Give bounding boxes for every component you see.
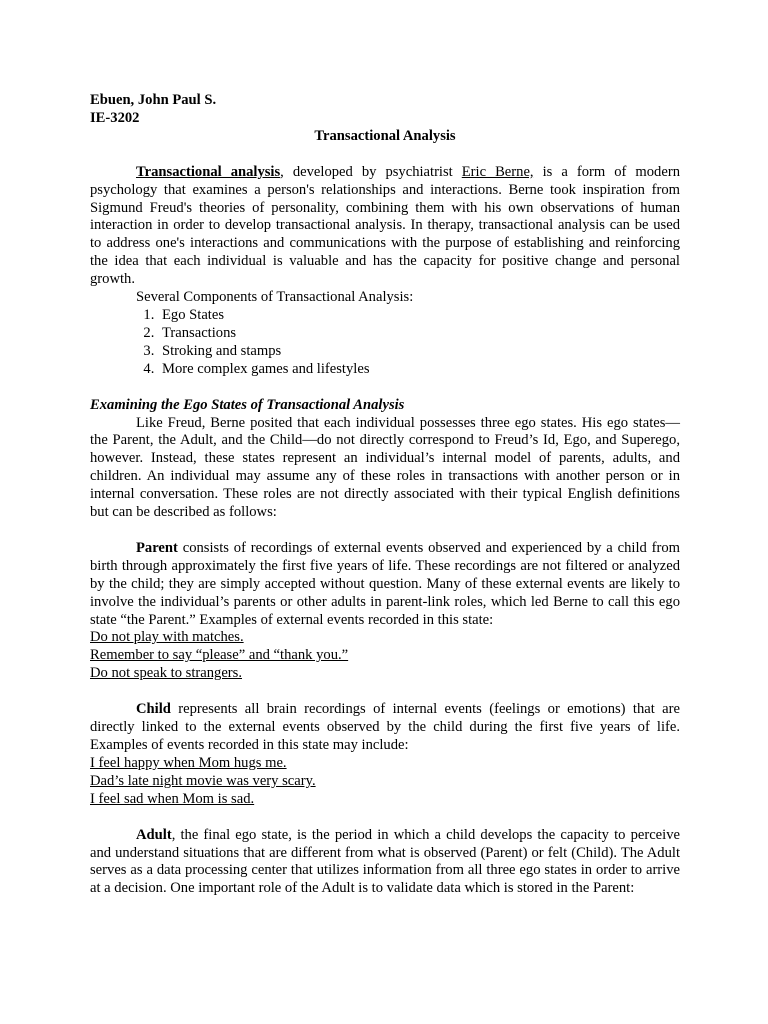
child-example: [90, 791, 680, 809]
spacer: [90, 379, 680, 397]
author-name: Ebuen, John Paul S.: [90, 92, 217, 108]
list-item: 3. Stroking and stamps: [158, 343, 680, 361]
parent-example: [90, 647, 680, 665]
spacer: [90, 146, 680, 164]
child-example-text: Dad’s late night movie was very scary.: [90, 772, 316, 789]
ego-states-paragraph: Like Freud, Berne posited that each individual possesses three ego states. His ego states—the Parent, the Adult, and the Child—do not directly correspond to Freud’s Id, Ego, and Superego, however. Instead, these states represent an individual’s internal model of parents, adults, and children. An individual may assume any of these roles in transactions with another person or in internal conversation. These roles are not directly associated with their typical English definitions but can be described as follows:: [90, 414, 680, 521]
list-item: 1. Ego States: [158, 307, 680, 325]
list-item: 2. Transactions: [158, 325, 680, 343]
parent-term: Parent: [136, 539, 178, 556]
parent-text: consists of recordings of external events observed and experienced by a child from birth through approximately the first five years of life. These recordings are not filtered or analyzed by the child; they are simply accepted without question. Many of these external events are likely to involve the individual’s parents or other adults in parent-link roles, which led Berne to call this ego state “the Parent.” Examples of external events recorded in this state:: [90, 539, 680, 628]
components-list: [90, 307, 680, 379]
child-example: [90, 773, 680, 791]
list-item: 4. More complex games and lifestyles: [158, 361, 680, 379]
child-example: [90, 755, 680, 773]
adult-term: Adult: [136, 826, 172, 843]
intro-text-b: is a form of modern psychology that examines a person's relationships and interactions. Berne took inspiration from Sigmund Freud's theories of personality, combining them with his own observations of human interaction in order to develop transactional analysis. In therapy, transactional analysis can be used to address one's interactions and communications with the purpose of establishing and reinforcing the idea that each individual is valuable and has the capacity for positive change and personal growth.: [90, 163, 680, 288]
intro-person: Eric Berne,: [461, 163, 534, 180]
parent-example-text: Do not speak to strangers.: [90, 665, 242, 682]
parent-example: [90, 629, 680, 647]
components-label: Several Components of Transactional Analysis:: [136, 289, 414, 306]
parent-paragraph: [90, 540, 680, 630]
course-code: IE-3202: [90, 109, 140, 126]
adult-paragraph: [90, 827, 680, 899]
parent-example: [90, 665, 680, 683]
parent-example-text: Remember to say “please” and “thank you.”: [90, 647, 349, 664]
child-paragraph: [90, 701, 680, 755]
document-title: Transactional Analysis: [314, 127, 456, 144]
child-example-text: I feel happy when Mom hugs me.: [90, 754, 287, 771]
section-heading: Examining the Ego States of Transactional Analysis: [90, 396, 405, 413]
child-text: represents all brain recordings of internal events (feelings or emotions) that are directly linked to the external events observed by the child during the first five years of life. Examples of events recorded in this state may include:: [90, 701, 680, 753]
adult-text: , the final ego state, is the period in which a child develops the capacity to perceive and understand situations that are different from what is observed (Parent) or felt (Child). The Adult serves as a data processing center that utilizes information from all three ego states in order to arrive at a decision. One important role of the Adult is to validate data which is stored in the Parent:: [90, 826, 680, 897]
intro-term: Transactional analysis: [136, 163, 281, 180]
parent-example-text: Do not play with matches.: [90, 629, 244, 646]
spacer: [90, 683, 680, 701]
spacer: [90, 522, 680, 540]
child-example-text: I feel sad when Mom is sad.: [90, 790, 255, 807]
spacer: [90, 809, 680, 827]
intro-paragraph: [90, 164, 680, 289]
child-term: Child: [136, 701, 171, 718]
intro-text-a: , developed by psychiatrist: [280, 163, 462, 180]
